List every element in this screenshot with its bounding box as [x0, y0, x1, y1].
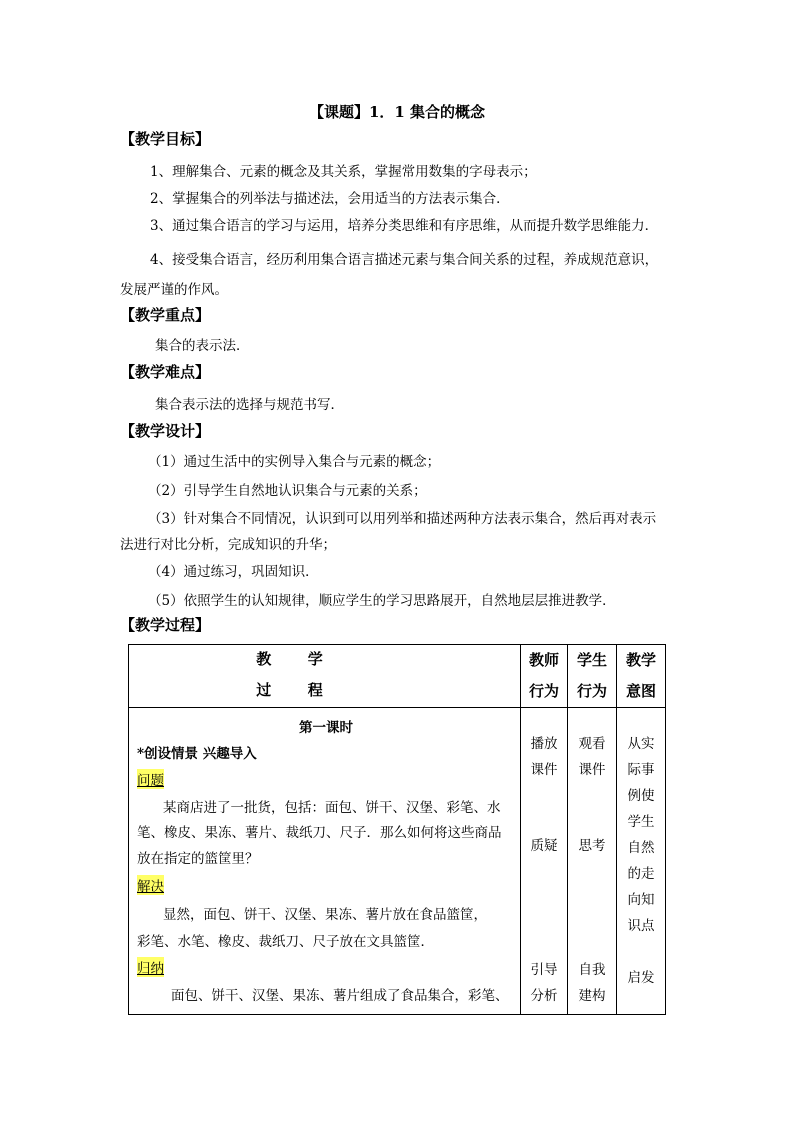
intent-text: 例使 — [627, 788, 655, 804]
teacher-action: 课件 — [530, 762, 558, 778]
header-intent — [617, 645, 666, 708]
design-heading: 【教学设计】 — [120, 422, 211, 440]
design-item: （3）针对集合不同情况，认识到可以用列举和描述两种方法表示集合，然后再对表示 — [148, 511, 657, 527]
problem-line: 某商店进了一批货，包括：面包、饼干、汉堡、彩笔、水 — [163, 800, 501, 816]
key-heading: 【教学重点】 — [120, 306, 211, 324]
design-item: 法进行对比分析，完成知识的升华； — [120, 537, 336, 553]
problem-line: 笔、橡皮、果冻、薯片、裁纸刀、尺子．那么如何将这些商品 — [137, 825, 502, 841]
goals-heading: 【教学目标】 — [120, 130, 211, 148]
summary-label: 归纳 — [137, 957, 164, 977]
intent-cell — [617, 708, 666, 1015]
process-table — [128, 644, 666, 1015]
process-heading: 【教学过程】 — [120, 616, 211, 634]
header-student-line1: 学生 — [576, 651, 607, 669]
intent-text: 际事 — [627, 762, 655, 778]
header-process-line2: 过 程 — [256, 681, 323, 699]
difficulty-heading: 【教学难点】 — [120, 363, 211, 381]
header-teacher — [521, 645, 568, 708]
solve-label: 解决 — [137, 875, 164, 895]
difficulty-text: 集合表示法的选择与规范书写． — [155, 397, 344, 413]
problem-line: 放在指定的篮筐里？ — [137, 851, 259, 867]
intent-text: 启发 — [627, 970, 655, 986]
header-student — [568, 645, 617, 708]
solve-line: 彩笔、水笔、橡皮、裁纸刀、尺子放在文具篮筐． — [137, 934, 434, 950]
table-row — [129, 708, 666, 1015]
summary-line: 面包、饼干、汉堡、果冻、薯片组成了食品集合，彩笔、 — [171, 988, 509, 1004]
intent-text: 向知 — [627, 892, 655, 908]
goal-item: 4、接受集合语言，经历利用集合语言描述元素与集合间关系的过程，养成规范意识， — [150, 252, 659, 268]
goal-item: 1、理解集合、元素的概念及其关系，掌握常用数集的字母表示； — [150, 164, 537, 180]
lesson-label: 第一课时 — [299, 720, 353, 736]
teacher-action: 质疑 — [530, 838, 558, 854]
teacher-action: 引导 — [530, 962, 558, 978]
scene-heading: *创设情景 兴趣导入 — [137, 746, 257, 762]
intent-text: 从实 — [627, 736, 655, 752]
header-process — [129, 645, 521, 708]
intent-text: 识点 — [627, 918, 655, 934]
design-item: （4）通过练习，巩固知识． — [148, 564, 319, 580]
teacher-action: 分析 — [530, 988, 558, 1004]
header-intent-line1: 教学 — [625, 651, 656, 669]
page-title: 【课题】1．1 集合的概念 — [308, 103, 486, 121]
design-item: （5）依照学生的认知规律，顺应学生的学习思路展开，自然地层层推进教学． — [148, 593, 616, 609]
goal-item: 3、通过集合语言的学习与运用，培养分类思维和有序思维，从而提升数学思维能力． — [150, 218, 659, 234]
intent-text: 的走 — [627, 866, 655, 882]
design-item: （1）通过生活中的实例导入集合与元素的概念； — [148, 454, 441, 470]
header-teacher-line2: 行为 — [528, 682, 559, 700]
header-process-line1: 教 学 — [256, 650, 323, 668]
header-intent-line2: 意图 — [625, 682, 656, 700]
student-action: 课件 — [578, 762, 606, 778]
teacher-action: 播放 — [530, 736, 558, 752]
key-text: 集合的表示法． — [155, 338, 250, 354]
student-action: 观看 — [578, 736, 606, 752]
table-header-row — [129, 645, 666, 708]
header-student-line2: 行为 — [576, 682, 607, 700]
goal-item: 发展严谨的作风。 — [120, 282, 228, 298]
design-item: （2）引导学生自然地认识集合与元素的关系； — [148, 483, 427, 499]
problem-label: 问题 — [137, 769, 164, 789]
student-action: 自我 — [578, 962, 606, 978]
intent-text: 学生 — [627, 814, 655, 830]
process-cell — [129, 708, 521, 1015]
header-teacher-line1: 教师 — [528, 651, 559, 669]
student-action: 思考 — [578, 838, 606, 854]
intent-text: 自然 — [627, 840, 655, 856]
solve-line: 显然，面包、饼干、汉堡、果冻、薯片放在食品篮筐， — [163, 907, 487, 923]
goal-item: 2、掌握集合的列举法与描述法，会用适当的方法表示集合． — [150, 191, 510, 207]
teacher-cell — [521, 708, 568, 1015]
student-cell — [568, 708, 617, 1015]
student-action: 建构 — [578, 988, 606, 1004]
